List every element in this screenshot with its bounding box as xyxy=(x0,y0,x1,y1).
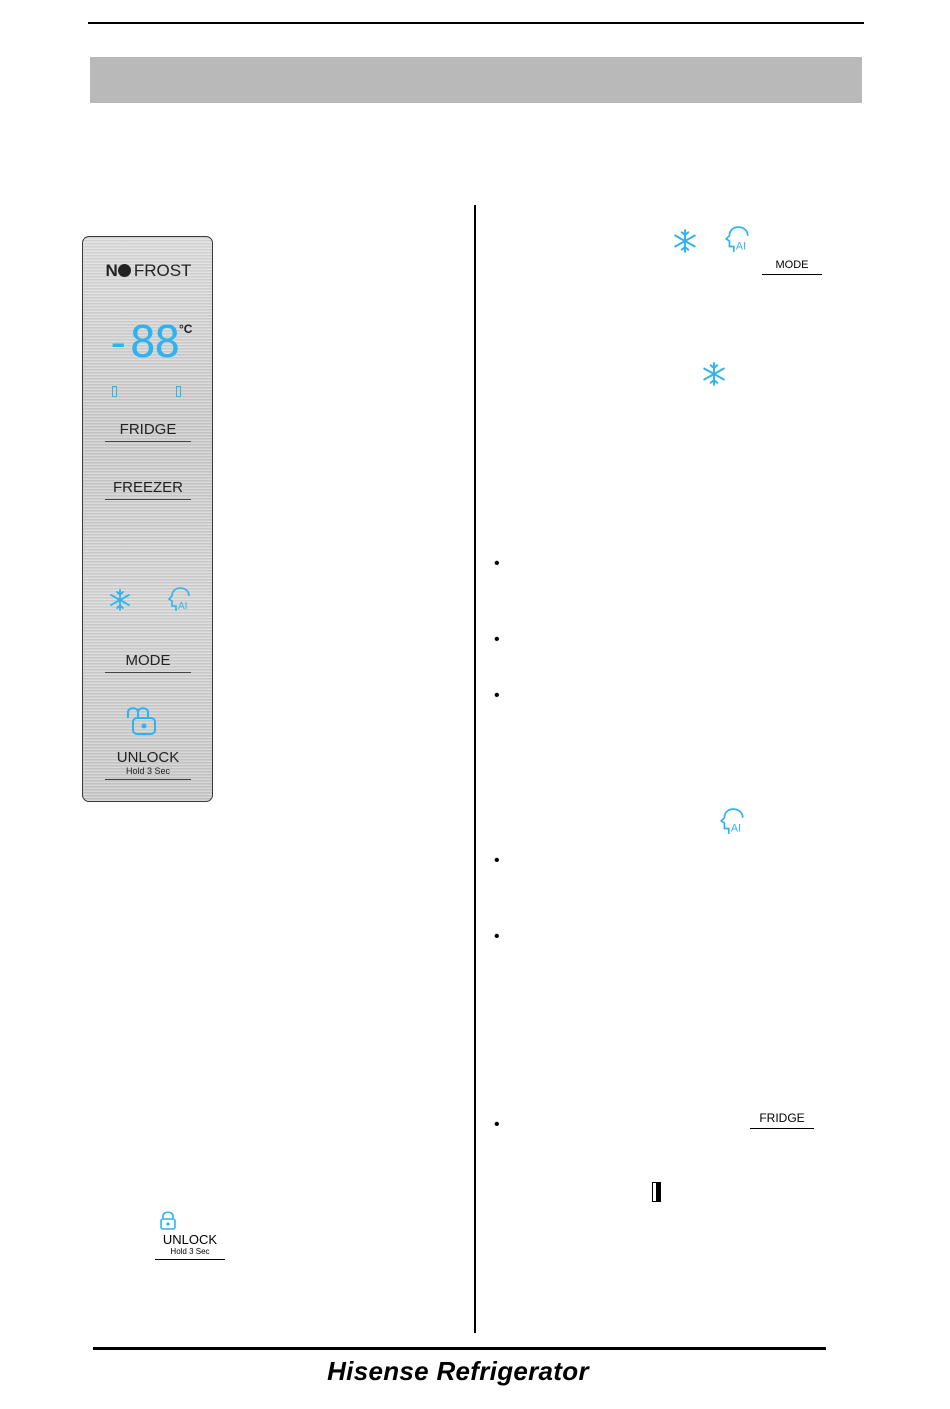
list-bullet: • xyxy=(494,555,500,572)
unlock-label: UNLOCK xyxy=(116,749,180,766)
lock-icon xyxy=(124,704,158,738)
list-bullet: • xyxy=(494,1116,500,1133)
ai-head-icon xyxy=(724,226,750,254)
freezer-button[interactable]: FREEZER xyxy=(105,479,191,500)
snowflake-icon xyxy=(673,229,697,253)
control-panel xyxy=(82,236,213,802)
fridge-button[interactable]: FRIDGE xyxy=(105,421,191,442)
snowflake-icon xyxy=(109,589,131,611)
svg-text:AI: AI xyxy=(730,822,742,835)
no-frost-o-icon xyxy=(118,264,131,277)
temperature-display: -88 xyxy=(105,317,179,368)
column-divider xyxy=(474,205,476,1333)
unlock-hint: Hold 3 Sec xyxy=(170,1247,210,1256)
section-header-band xyxy=(90,57,862,103)
mode-button-reference: MODE xyxy=(762,259,822,275)
no-frost-prefix: N xyxy=(105,261,118,280)
indicator-bar-left xyxy=(112,386,117,397)
top-rule xyxy=(88,22,864,24)
list-bullet: • xyxy=(494,928,500,945)
indicator-bar-right xyxy=(176,386,181,397)
list-bullet: • xyxy=(494,631,500,648)
no-frost-suffix: FROST xyxy=(133,261,192,280)
unlock-label: UNLOCK xyxy=(162,1232,218,1247)
ai-head-icon xyxy=(167,587,191,613)
svg-text:AI: AI xyxy=(178,601,188,612)
unlock-hint: Hold 3 Sec xyxy=(125,766,171,776)
no-frost-logo xyxy=(83,261,213,281)
unlock-button[interactable] xyxy=(105,749,191,780)
footer-brand: Hisense Refrigerator xyxy=(327,1356,589,1386)
list-bullet: • xyxy=(494,852,500,869)
list-bullet: • xyxy=(494,687,500,704)
unlock-button-reference xyxy=(155,1233,225,1260)
bar-indicator-icon xyxy=(652,1182,661,1202)
mode-button[interactable]: MODE xyxy=(105,652,191,673)
lock-icon xyxy=(158,1210,178,1230)
snowflake-icon xyxy=(702,362,726,386)
bottom-rule xyxy=(93,1347,826,1350)
fridge-button-reference: FRIDGE xyxy=(750,1111,814,1129)
temperature-unit: °C xyxy=(179,322,193,336)
ai-head-icon xyxy=(719,808,745,836)
svg-text:AI: AI xyxy=(735,240,747,253)
